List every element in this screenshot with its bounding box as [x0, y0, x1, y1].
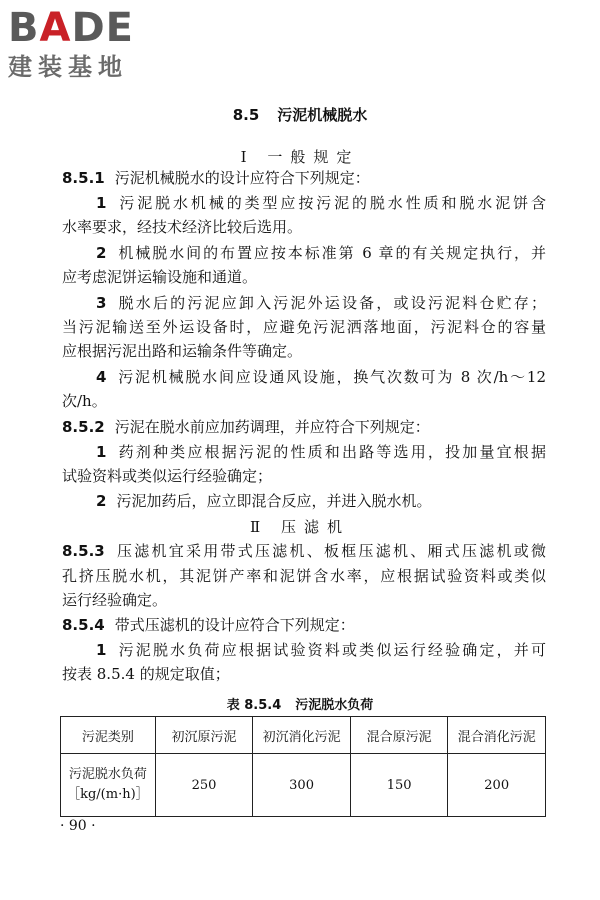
table-header-row: [61, 717, 546, 754]
table-caption-number: 表 8.5.4: [226, 698, 282, 713]
clause-8-5-3: 8.5.3 压滤机宜采用带式压滤机、板框压滤机、厢式压滤机或微: [62, 542, 546, 560]
table-row-label: [61, 754, 156, 817]
table-caption-title: 污泥脱水负荷: [295, 698, 374, 713]
section-title-text: 污泥机械脱水: [277, 106, 368, 124]
table-header-cell: 混合原污泥: [350, 717, 448, 754]
sludge-load-table: [60, 716, 546, 817]
clause-8-5-1-item-1: 1 污泥脱水机械的类型应按污泥的脱水性质和脱水泥饼含: [96, 194, 546, 212]
clause-8-5-1: 8.5.1 污泥机械脱水的设计应符合下列规定：: [62, 169, 370, 187]
section-title: [0, 104, 600, 125]
logo-subtitle: 建装基地: [8, 53, 128, 81]
table-cell: 200: [448, 754, 546, 817]
logo-wordmark: BADE: [8, 5, 134, 51]
clause-8-5-3-cont-2: 运行经验确定。: [62, 591, 168, 609]
clause-8-5-1-item-3-cont-1: 当污泥输送至外运设备时，应避免污泥洒落地面，污泥料仓的容量: [62, 318, 546, 336]
clause-8-5-2-item-1-cont: 试验资料或类似运行经验确定；: [62, 467, 273, 485]
table-row-label-line1: 污泥脱水负荷: [68, 767, 147, 782]
logo: [8, 6, 178, 82]
clause-8-5-1-item-2-cont: 应考虑泥饼运输设施和通道。: [62, 268, 258, 286]
table-header-cell: 污泥类别: [61, 717, 156, 754]
clause-8-5-2-item-1: 1 药剂种类应根据污泥的性质和出路等选用，投加量宜根据: [96, 443, 546, 461]
clause-8-5-1-item-1-cont: 水率要求，经技术经济比较后选用。: [62, 218, 303, 236]
clause-8-5-1-item-4-cont: 次/h。: [62, 392, 107, 410]
table-caption: [0, 694, 600, 713]
table-row: [61, 754, 546, 817]
section-number: 8.5: [232, 106, 260, 124]
clause-8-5-1-item-3: 3 脱水后的污泥应卸入污泥外运设备，或设污泥料仓贮存；: [96, 294, 546, 312]
table-header-cell: 混合消化污泥: [448, 717, 546, 754]
clause-8-5-1-item-2: 2 机械脱水间的布置应按本标准第 6 章的有关规定执行，并: [96, 244, 546, 262]
clause-8-5-4-item-1: 1 污泥脱水负荷应根据试验资料或类似运行经验确定，并可: [96, 641, 546, 659]
clause-8-5-3-cont-1: 孔挤压脱水机，其泥饼产率和泥饼含水率，应根据试验资料或类似: [62, 567, 546, 585]
page-number: · 90 ·: [60, 818, 96, 834]
table-cell: 150: [350, 754, 448, 817]
clause-8-5-2: 8.5.2 污泥在脱水前应加药调理，并应符合下列规定：: [62, 418, 430, 436]
table-header-cell: 初沉消化污泥: [253, 717, 351, 754]
clause-8-5-1-item-3-cont-2: 应根据污泥出路和运输条件等确定。: [62, 342, 303, 360]
table-cell: 250: [155, 754, 253, 817]
table-row-label-line2: ［kg/(m·h)］: [67, 787, 149, 802]
subsection-general-heading: Ⅰ 一般规定: [240, 148, 360, 166]
clause-8-5-4: 8.5.4 带式压滤机的设计应符合下列规定：: [62, 616, 355, 634]
clause-8-5-1-item-4: 4 污泥机械脱水间应设通风设施，换气次数可为 8 次/h～12: [96, 368, 546, 386]
table-cell: 300: [253, 754, 351, 817]
clause-8-5-4-item-1-cont: 按表 8.5.4 的规定取值；: [62, 665, 230, 683]
clause-8-5-2-item-2: 2 污泥加药后，应立即混合反应，并进入脱水机。: [96, 492, 432, 510]
table-header-cell: 初沉原污泥: [155, 717, 253, 754]
subsection-press-heading: Ⅱ 压滤机: [250, 518, 350, 536]
